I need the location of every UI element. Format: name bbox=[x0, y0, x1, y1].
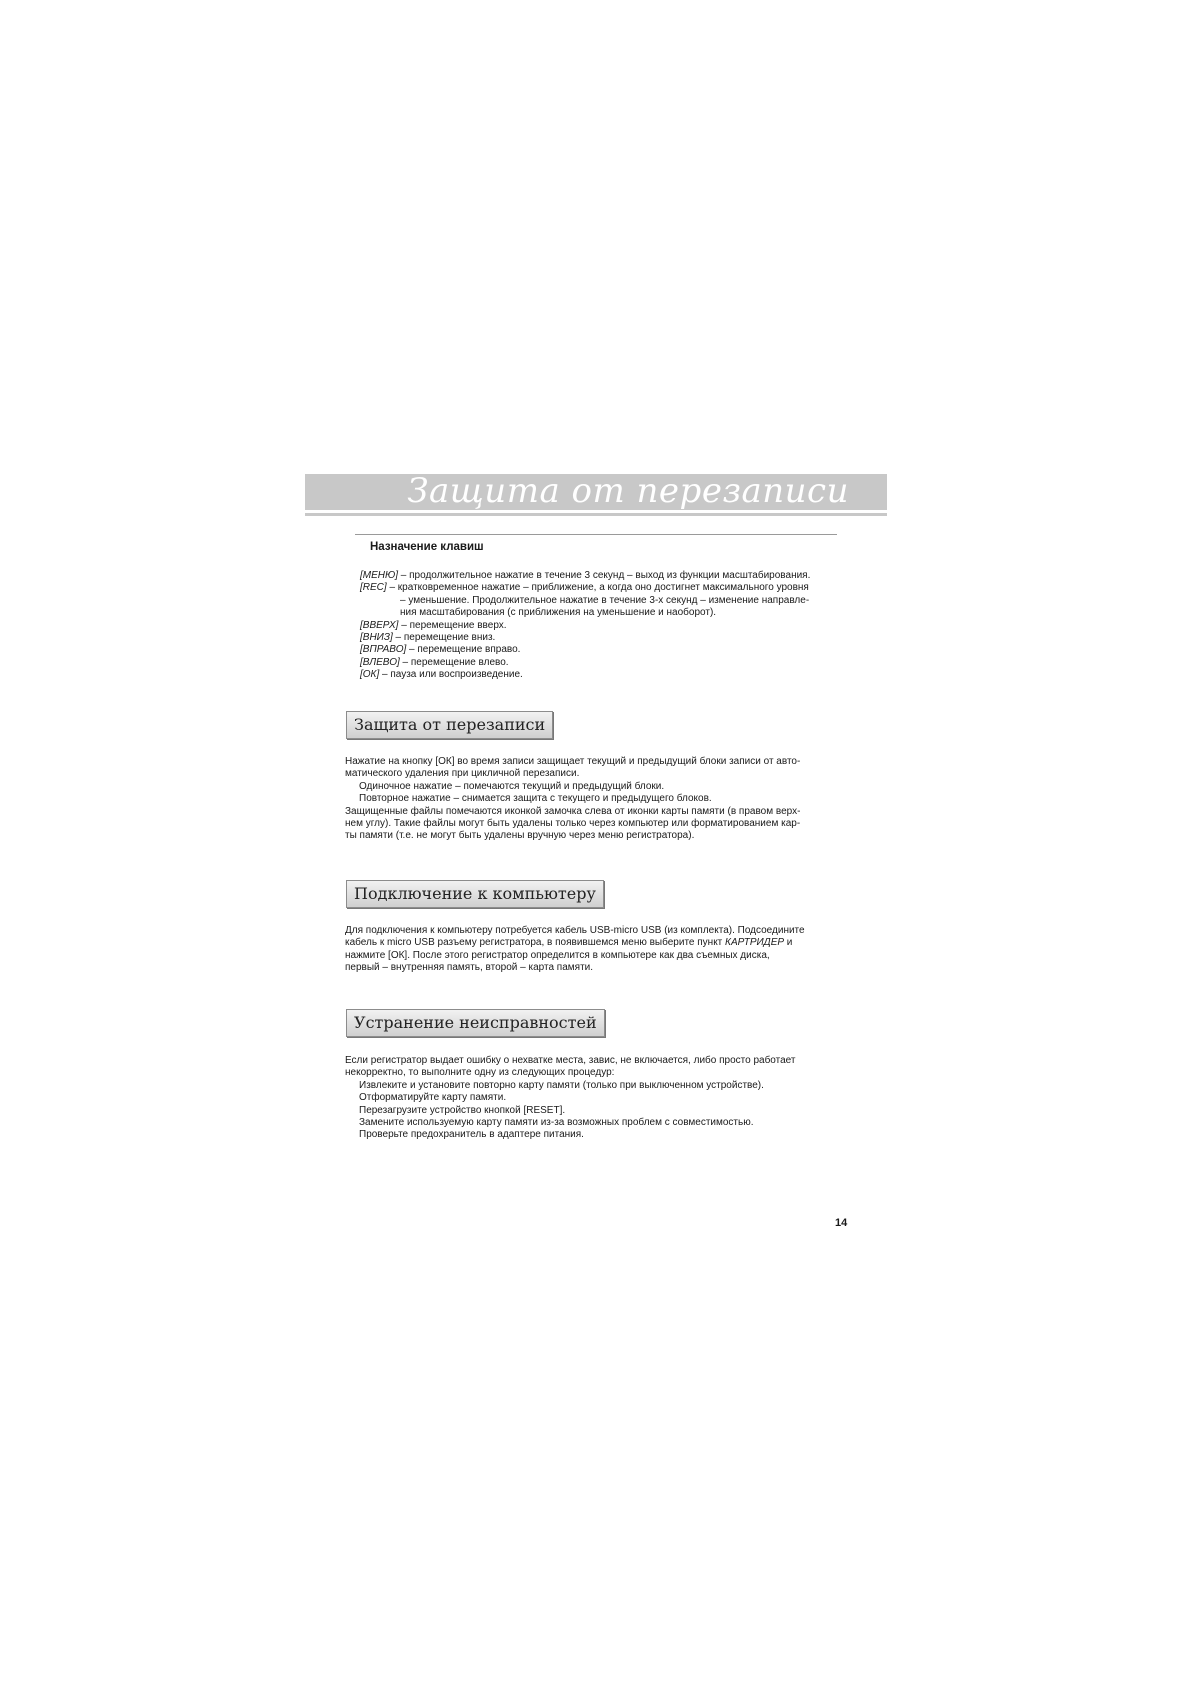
key-name: [REC] bbox=[360, 582, 387, 594]
paragraph-line: Нажатие на кнопку [ОК] во время записи защищает текущий и предыдущий блоки записи от авто- bbox=[345, 756, 801, 767]
text-run: кабель к micro USB разъему регистратора, в появившемся меню выберите пункт bbox=[345, 937, 726, 949]
key-description: – продолжительное нажатие в течение 3 секунд – выход из функции масштабирования. bbox=[398, 570, 811, 581]
key-description: – перемещение вправо. bbox=[406, 644, 521, 656]
header-title: Защита от перезаписи bbox=[407, 471, 849, 511]
key-description: – пауза или воспроизведение. bbox=[379, 669, 523, 681]
paragraph-line: нем углу). Такие файлы могут быть удалены только через компьютер или форматированием кар- bbox=[345, 818, 801, 830]
page-number: 14 bbox=[835, 1217, 848, 1229]
paragraph-line: ты памяти (т.е. не могут быть удалены вручную через меню регистратора). bbox=[345, 830, 695, 842]
key-item bbox=[360, 570, 860, 582]
procedure-item: Проверьте предохранитель в адаптере питания. bbox=[359, 1129, 584, 1141]
key-item bbox=[360, 582, 860, 594]
key-item bbox=[360, 644, 860, 656]
paragraph-line: Повторное нажатие – снимается защита с текущего и предыдущего блоков. bbox=[359, 793, 712, 805]
paragraph-line: некорректно, то выполните одну из следующих процедур: bbox=[345, 1067, 615, 1079]
header-band bbox=[305, 471, 887, 511]
key-item bbox=[360, 620, 860, 632]
paragraph-line bbox=[345, 937, 860, 949]
emphasized-term: КАРТРИДЕР bbox=[725, 937, 785, 949]
trouble-section-text bbox=[345, 1055, 860, 1142]
paragraph-line: матического удаления при цикличной перезаписи. bbox=[345, 768, 580, 780]
key-name: [ВНИЗ] bbox=[360, 632, 393, 644]
procedure-item: Отформатируйте карту памяти. bbox=[359, 1092, 507, 1104]
procedure-item: Замените используемую карту памяти из-за возможных проблем с совместимостью. bbox=[359, 1117, 754, 1129]
key-item-continuation: ния масштабирования (с приближения на уменьшение и наоборот). bbox=[400, 607, 717, 619]
paragraph-line: Для подключения к компьютеру потребуется кабель USB-micro USB (из комплекта). Подсоедините bbox=[345, 925, 805, 936]
key-item-continuation: – уменьшение. Продолжительное нажатие в течение 3-х секунд – изменение направле- bbox=[400, 594, 810, 606]
key-description: – перемещение вниз. bbox=[392, 632, 496, 644]
divider-rule bbox=[355, 534, 837, 535]
pc-section-text bbox=[345, 925, 860, 975]
paragraph-line: Одиночное нажатие – помечаются текущий и предыдущий блоки. bbox=[359, 780, 665, 792]
key-item bbox=[360, 669, 860, 681]
key-item bbox=[360, 632, 860, 644]
paragraph-line: нажмите [ОК]. После этого регистратор определится в компьютере как два съемных диска, bbox=[345, 949, 770, 961]
paragraph-line: первый – внутренняя память, второй – карта памяти. bbox=[345, 962, 594, 974]
text-run: и bbox=[784, 937, 793, 949]
key-name: [ВВЕРХ] bbox=[360, 619, 399, 631]
protect-section-text bbox=[345, 756, 860, 843]
key-name: [МЕНЮ] bbox=[360, 570, 399, 581]
keys-section-title: Назначение клавиш bbox=[370, 541, 484, 553]
key-name: [ВПРАВО] bbox=[360, 644, 407, 656]
key-description: – перемещение вверх. bbox=[398, 619, 507, 631]
procedure-item: Извлеките и установите повторно карту памяти (только при выключенном устройстве). bbox=[359, 1079, 764, 1091]
key-name: [ОК] bbox=[360, 669, 380, 681]
pc-section-heading: Подключение к компьютеру bbox=[346, 880, 604, 908]
paragraph-line: Защищенные файлы помечаются иконкой замочка слева от иконки карты памяти (в правом верх- bbox=[345, 805, 801, 817]
paragraph-line: Если регистратор выдает ошибку о нехватке места, завис, не включается, либо просто работает bbox=[345, 1055, 796, 1066]
key-item bbox=[360, 657, 860, 669]
key-description: – кратковременное нажатие – приближение, а когда оно достигнет максимального уровня bbox=[386, 582, 809, 594]
procedure-item: Перезагрузите устройство кнопкой [RESET]. bbox=[359, 1104, 566, 1116]
keys-list bbox=[360, 570, 860, 682]
trouble-section-heading: Устранение неисправностей bbox=[346, 1009, 605, 1037]
protect-section-heading: Защита от перезаписи bbox=[346, 711, 553, 739]
key-name: [ВЛЕВО] bbox=[360, 656, 400, 668]
key-description: – перемещение влево. bbox=[399, 656, 509, 668]
